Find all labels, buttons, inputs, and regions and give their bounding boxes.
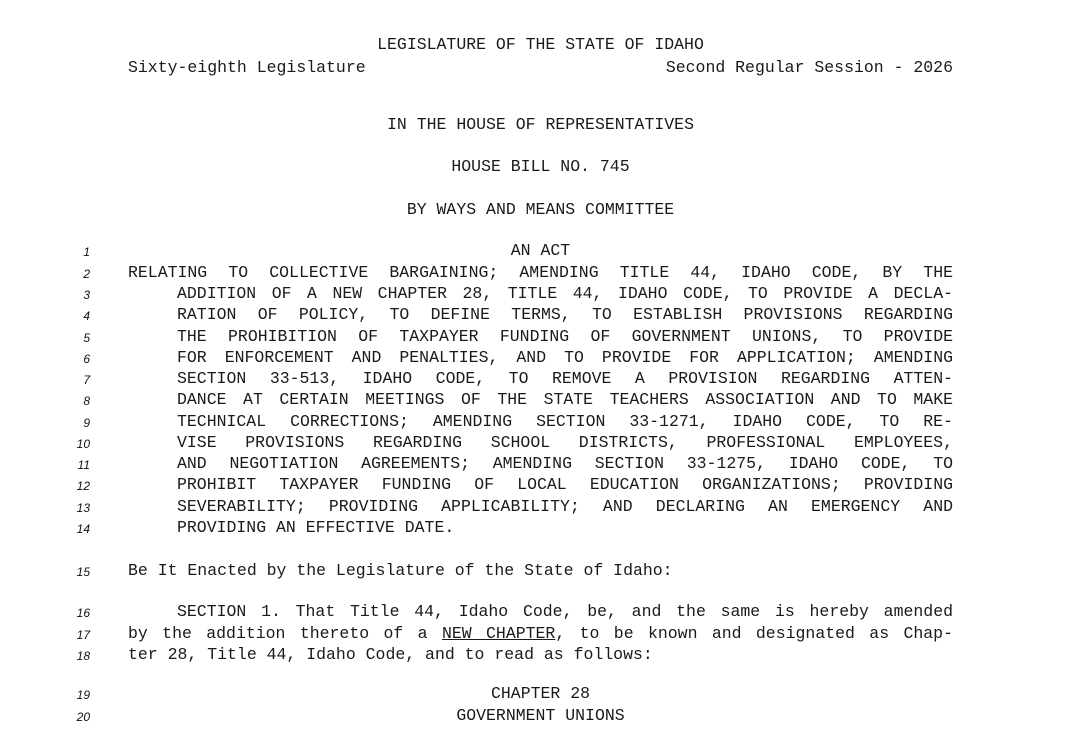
title-line: SEVERABILITY; PROVIDING APPLICABILITY; AND DECLARING AN EMERGENCY AND xyxy=(177,497,953,516)
title-line: DANCE AT CERTAIN MEETINGS OF THE STATE TEACHERS ASSOCIATION AND TO MAKE xyxy=(177,390,953,409)
title-line: AND NEGOTIATION AGREEMENTS; AMENDING SECTION 33-1275, IDAHO CODE, TO xyxy=(177,454,953,473)
chapter-number: CHAPTER 28 xyxy=(490,684,591,703)
section-text-line: SECTION 1. That Title 44, Idaho Code, be, and the same is hereby amended xyxy=(177,602,953,621)
chapter-title: GOVERNMENT UNIONS xyxy=(456,706,625,725)
title-line: FOR ENFORCEMENT AND PENALTIES, AND TO PROVIDE FOR APPLICATION; AMENDING xyxy=(177,348,953,367)
house-heading: IN THE HOUSE OF REPRESENTATIVES xyxy=(387,115,694,134)
act-heading: AN ACT xyxy=(510,241,571,260)
bill-page: LEGISLATURE OF THE STATE OF IDAHO Sixty-eighth Legislature Second Regular Session - 2026 IN THE HOUSE OF REPRESENTATIVES HOUSE BILL NO. 745 BY WAYS AND MEANS COMMITTEE 1 AN ACT 2 RELATING TO COLLECTIVE BARGAINING; AMENDING TITLE 44, IDAHO CODE, BY THE 3 ADDITION OF A NEW CHAPTER 28, TITLE 44, IDAHO CODE, TO PROVIDE A DECLA- 4 RATION OF POLICY, TO DEFINE TERMS, TO ESTABLISH PROVISIONS REGARDING 5 THE PROHIBITION OF TAXPAYER FUNDING OF GOVERNMENT UNIONS, TO PROVIDE 6 FOR ENFORCEMENT AND PENALTIES, AND TO PROVIDE FOR APPLICATION; AMENDING 7 SECTION 33-513, IDAHO CODE, TO REMOVE A PROVISION REGARDING ATTEN- 8 DANCE AT CERTAIN MEETINGS OF THE STATE TEACHERS ASSOCIATION AND TO MAKE 9 TECHNICAL CORRECTIONS; AMENDING SECTION 33-1271, IDAHO CODE, TO RE- 10 VISE PROVISIONS REGARDING SCHOOL DISTRICTS, PROFESSIONAL EMPLOYEES, 11 AND NEGOTIATION AGREEMENTS; AMENDING SECTION 33-1275, IDAHO CODE, TO 12 PROHIBIT TAXPAYER FUNDING OF LOCAL EDUCATION ORGANIZATIONS; PROVIDING 13 SEVERABILITY; PROVIDING APPLICABILITY; AND DECLARING AN EMERGENCY AND 14 PROVIDING AN EFFECTIVE DATE. 15 Be It Enacted by the Legislature of the State of Idaho: 16 SECTION 1. That Title 44, Idaho Code, be, and the same is hereby amended 17 by the addition thereto of a NEW CHAPTER, to be known and designated as Chap- 18 ter 28, Title 44, Idaho Code, and to read as follows: 19 CHAPTER 28 20 GOVERNMENT UNIONS xyxy=(76,35,953,725)
bill-number: HOUSE BILL NO. 745 xyxy=(451,157,630,176)
legislature-title: LEGISLATURE OF THE STATE OF IDAHO xyxy=(377,35,704,54)
section-text-line: ter 28, Title 44, Idaho Code, and to read as follows: xyxy=(128,645,653,664)
title-line: VISE PROVISIONS REGARDING SCHOOL DISTRICTS, PROFESSIONAL EMPLOYEES, xyxy=(177,433,953,452)
legislature-number: Sixty-eighth Legislature xyxy=(128,58,366,77)
title-line: SECTION 33-513, IDAHO CODE, TO REMOVE A PROVISION REGARDING ATTEN- xyxy=(177,369,953,388)
title-line: TECHNICAL CORRECTIONS; AMENDING SECTION 33-1271, IDAHO CODE, TO RE- xyxy=(177,412,953,431)
title-line: RELATING TO COLLECTIVE BARGAINING; AMENDING TITLE 44, IDAHO CODE, BY THE xyxy=(128,263,953,282)
section-text-line: by the addition thereto of a NEW CHAPTER, to be known and designated as Chap- xyxy=(128,624,953,643)
session-label: Second Regular Session - 2026 xyxy=(665,58,953,77)
title-line: PROVIDING AN EFFECTIVE DATE. xyxy=(177,518,455,537)
enacting-clause: Be It Enacted by the Legislature of the State of Idaho: xyxy=(128,561,673,580)
title-line: RATION OF POLICY, TO DEFINE TERMS, TO ESTABLISH PROVISIONS REGARDING xyxy=(177,305,953,324)
title-line: THE PROHIBITION OF TAXPAYER FUNDING OF GOVERNMENT UNIONS, TO PROVIDE xyxy=(177,327,953,346)
sponsor: BY WAYS AND MEANS COMMITTEE xyxy=(406,200,675,219)
title-line: ADDITION OF A NEW CHAPTER 28, TITLE 44, IDAHO CODE, TO PROVIDE A DECLA- xyxy=(177,284,953,303)
new-chapter-underlined: NEW CHAPTER xyxy=(441,624,556,643)
title-line: PROHIBIT TAXPAYER FUNDING OF LOCAL EDUCATION ORGANIZATIONS; PROVIDING xyxy=(177,475,953,494)
